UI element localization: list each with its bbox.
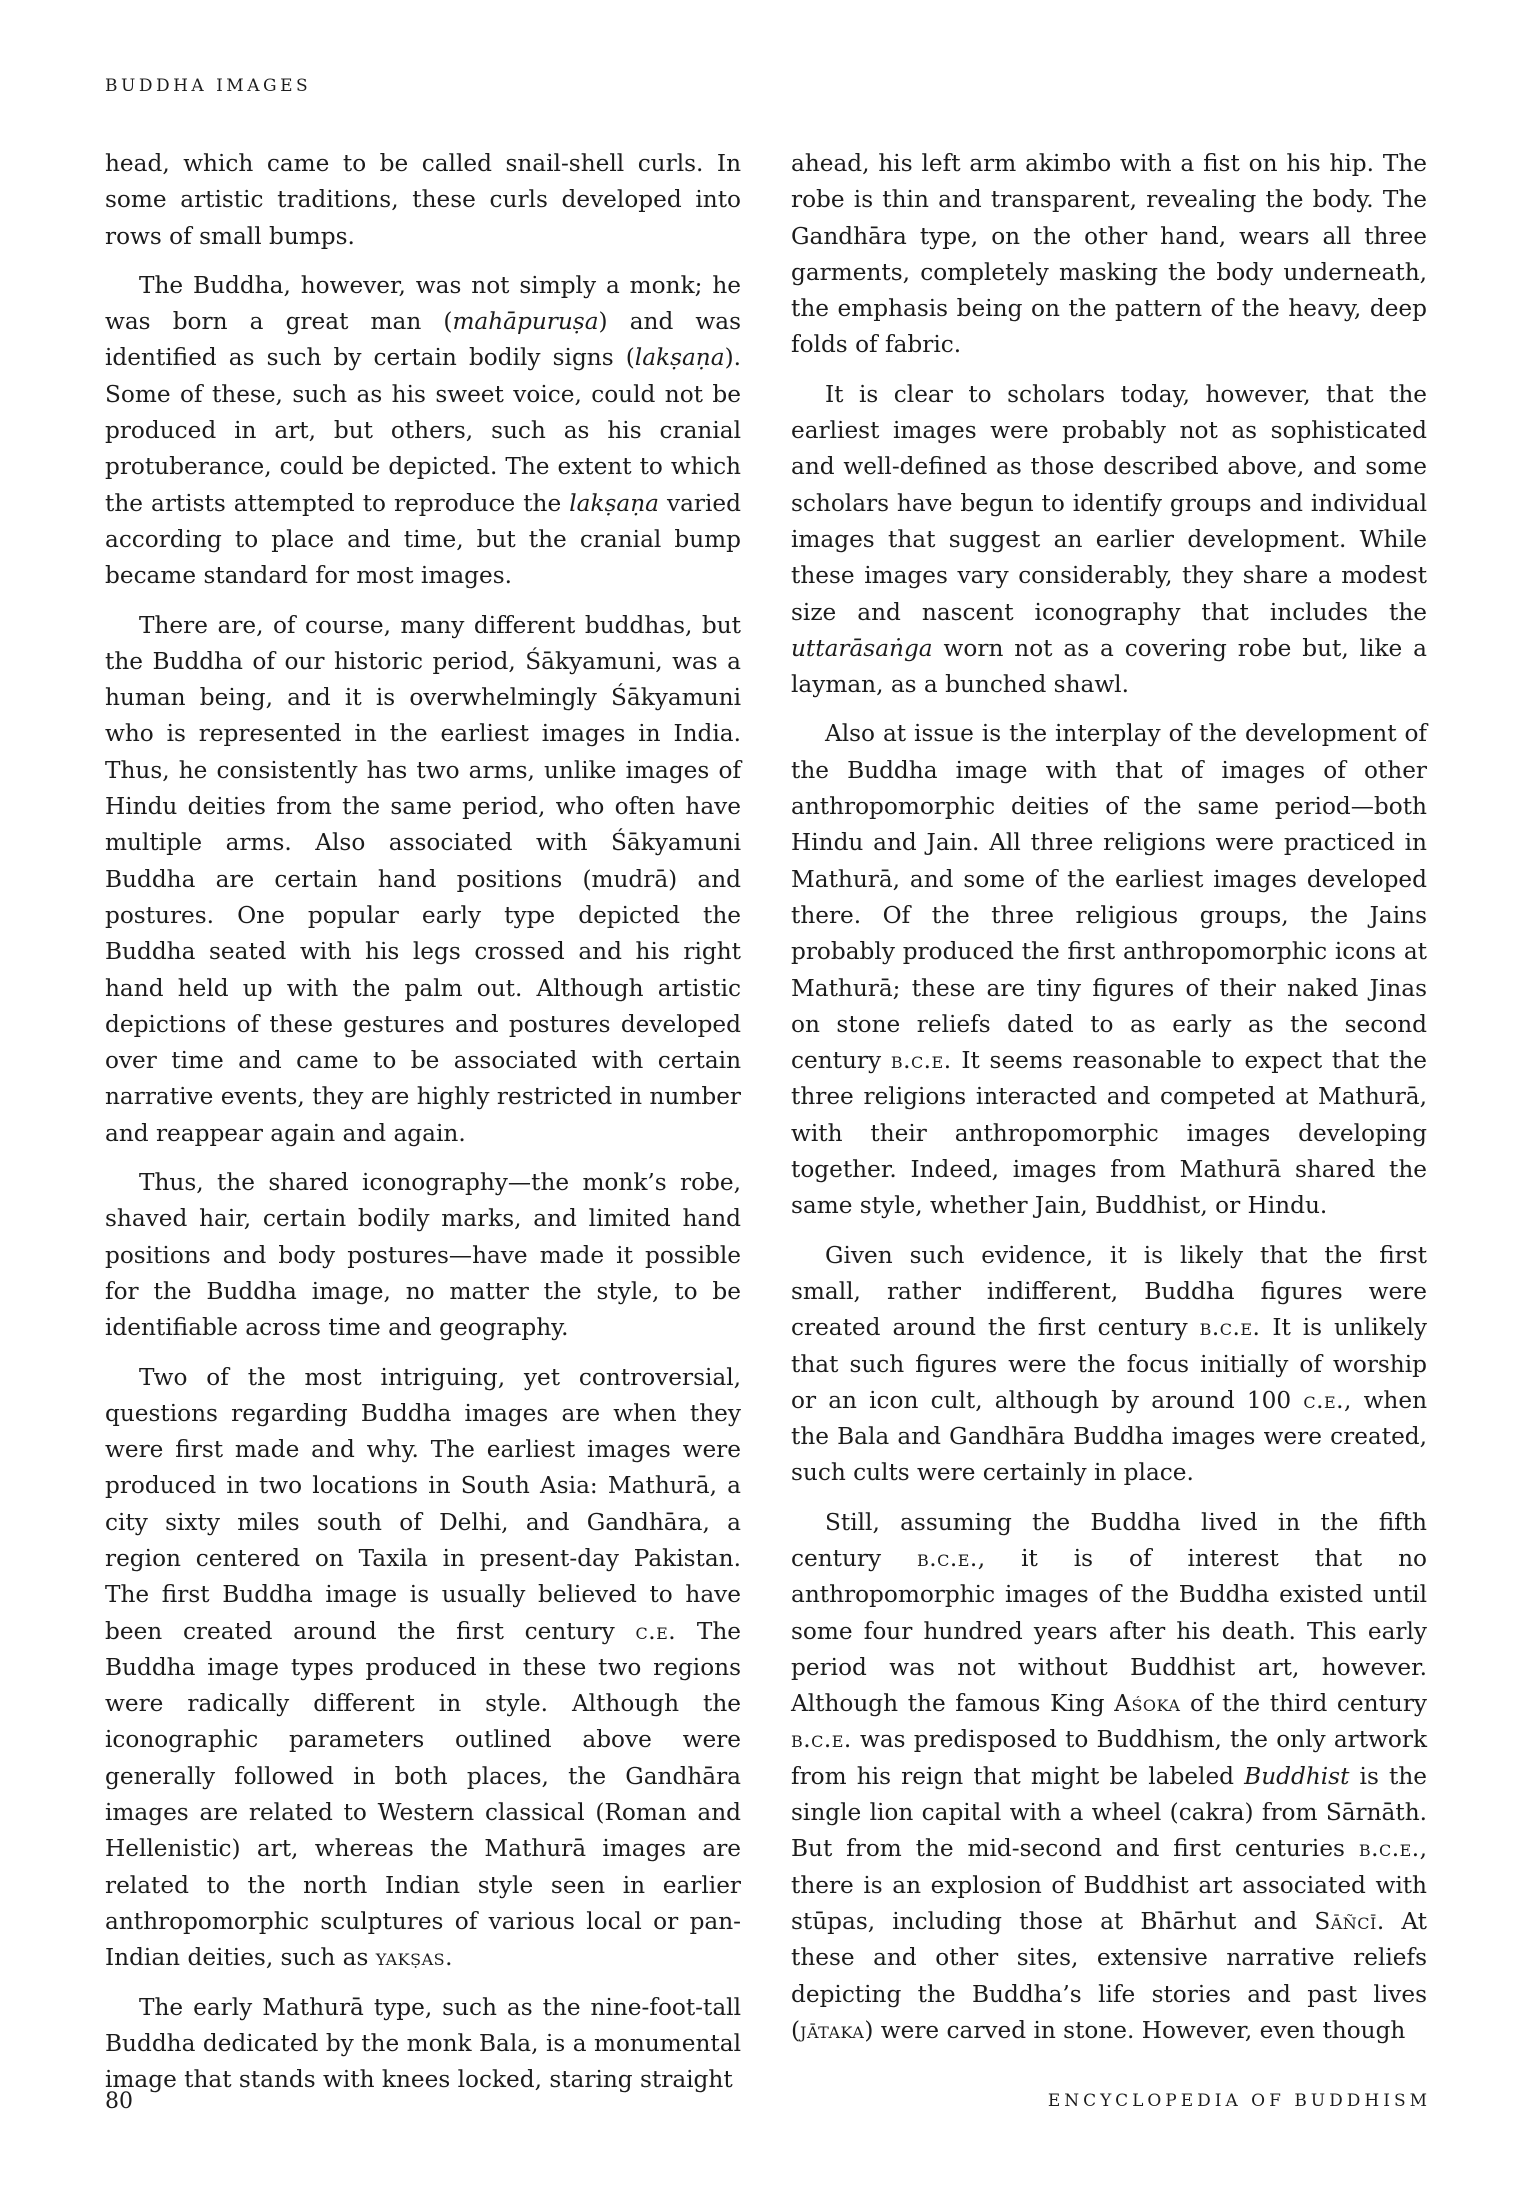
italic-term: lakṣaṇa [569, 489, 659, 517]
cross-reference: yakṣas [375, 1944, 446, 1972]
era-abbreviation: c.e. [635, 1617, 677, 1645]
era-abbreviation: b.c.e. [1358, 1835, 1420, 1863]
paragraph: It is clear to scholars today, however, that the earliest images were probably not as sophisticated and well-defined as those described above, and some scholars have begun to identify groups and individual images that suggest an earlier development. While these images vary considerably, they share a modest size and nascent iconography that includes the uttarāsaṅga worn not as a covering robe but, like a layman, as a bunched shawl. [791, 380, 1427, 699]
italic-term: lakṣaṇa [634, 344, 725, 372]
era-abbreviation: c.e. [1303, 1386, 1345, 1414]
page-number: 80 [105, 2089, 133, 2114]
cross-reference: Aśoka [1114, 1690, 1181, 1718]
paragraph: Given such evidence, it is likely that the first small, rather indifferent, Buddha figures were created around the first century b.c.e. It is unlikely that such figures were the focus initially of worship or an icon cult, although by around 100 c.e., when the Bala and Gandhāra Buddha images were created, such cults were certainly in place. [791, 1241, 1427, 1487]
paragraph: Thus, the shared iconography—the monk’s robe, shaved hair, certain bodily marks, and limited hand positions and body postures—have made it possible for the Buddha image, no matter the style, to be identifiable across time and geography. [105, 1169, 741, 1342]
italic-term: mahāpuruṣa [452, 308, 599, 336]
book-title: ENCYCLOPEDIA OF BUDDHISM [1047, 2091, 1431, 2111]
cross-reference: Sāñcī [1314, 1907, 1377, 1935]
right-column [791, 146, 1427, 2062]
paragraph: ahead, his left arm akimbo with a fist on his hip. The robe is thin and transparent, revealing the body. The Gandhāra type, on the other hand, wears all three garments, completely masking the body underneath, the emphasis being on the pattern of the heavy, deep folds of fabric. [791, 150, 1427, 359]
running-head: BUDDHA IMAGES [105, 76, 312, 96]
italic-term: uttarāsaṅga [791, 634, 933, 662]
paragraph: There are, of course, many different buddhas, but the Buddha of our historic period, Śākyamuni, was a human being, and it is overwhelmingly Śākyamuni who is represented in the earliest images in India. Thus, he consistently has two arms, unlike images of Hindu deities from the same period, who often have multiple arms. Also associated with Śākyamuni Buddha are certain hand positions (mudrā) and postures. One popular early type depicted the Buddha seated with his legs crossed and his right hand held up with the palm out. Although artistic depictions of these gestures and postures developed over time and came to be associated with certain narrative events, they are highly restricted in number and reappear again and again. [105, 611, 741, 1147]
cross-reference: jātaka [800, 2016, 865, 2044]
paragraph: The early Mathurā type, such as the nine-foot-tall Buddha dedicated by the monk Bala, is a monumental image that stands with knees locked, staring straight [105, 1993, 741, 2094]
italic-term: Buddhist [1244, 1762, 1350, 1790]
paragraph: head, which came to be called snail-shell curls. In some artistic traditions, these curls developed into rows of small bumps. [105, 150, 741, 250]
era-abbreviation: b.c.e. [917, 1544, 978, 1572]
left-column [105, 146, 741, 2111]
paragraph: Also at issue is the interplay of the development of the Buddha image with that of images of other anthropomorphic deities of the same period—both Hindu and Jain. All three religions were practiced in Mathurā, and some of the earliest images developed there. Of the three religious groups, the Jains probably produced the first anthropomorphic icons at Mathurā; these are tiny figures of their naked Jinas on stone reliefs dated to as early as the second century b.c.e. It seems reasonable to expect that the three religions interacted and competed at Mathurā, with their anthropomorphic images developing together. Indeed, images from Mathurā shared the same style, whether Jain, Buddhist, or Hindu. [791, 720, 1427, 1220]
paragraph: The Buddha, however, was not simply a monk; he was born a great man (mahāpuruṣa) and was identified as such by certain bodily signs (lakṣaṇa). Some of these, such as his sweet voice, could not be produced in art, but others, such as his cranial protuberance, could be depicted. The extent to which the artists attempted to reproduce the lakṣaṇa varied according to place and time, but the cranial bump became standard for most images. [105, 271, 742, 590]
paragraph: Still, assuming the Buddha lived in the fifth century b.c.e., it is of interest that no anthropomorphic images of the Buddha existed until some four hundred years after his death. This early period was not without Buddhist art, however. Although the famous King Aśoka of the third century b.c.e. was predisposed to Buddhism, the only artwork from his reign that might be labeled Buddhist is the single lion capital with a wheel (cakra) from Sārnāth. But from the mid-second and first centuries b.c.e., there is an explosion of Buddhist art associated with stūpas, including those at Bhārhut and Sāñcī. At these and other sites, extensive narrative reliefs depicting the Buddha’s life stories and past lives (jātaka) were carved in stone. However, even though [791, 1508, 1428, 2044]
era-abbreviation: b.c.e. [1199, 1314, 1261, 1342]
era-abbreviation: b.c.e. [890, 1047, 952, 1075]
paragraph: Two of the most intriguing, yet controversial, questions regarding Buddha images are when they were first made and why. The earliest images were produced in two locations in South Asia: Mathurā, a city sixty miles south of Delhi, and Gandhāra, a region centered on Taxila in present-day Pakistan. The first Buddha image is usually believed to have been created around the first century c.e. The Buddha image types produced in these two regions were radically different in style. Although the iconographic parameters outlined above were generally followed in both places, the Gandhāra images are related to Western classical (Roman and Hellenistic) art, whereas the Mathurā images are related to the north Indian style seen in earlier anthropomorphic sculptures of various local or pan-Indian deities, such as yakṣas. [105, 1363, 741, 1972]
era-abbreviation: b.c.e. [791, 1726, 852, 1754]
